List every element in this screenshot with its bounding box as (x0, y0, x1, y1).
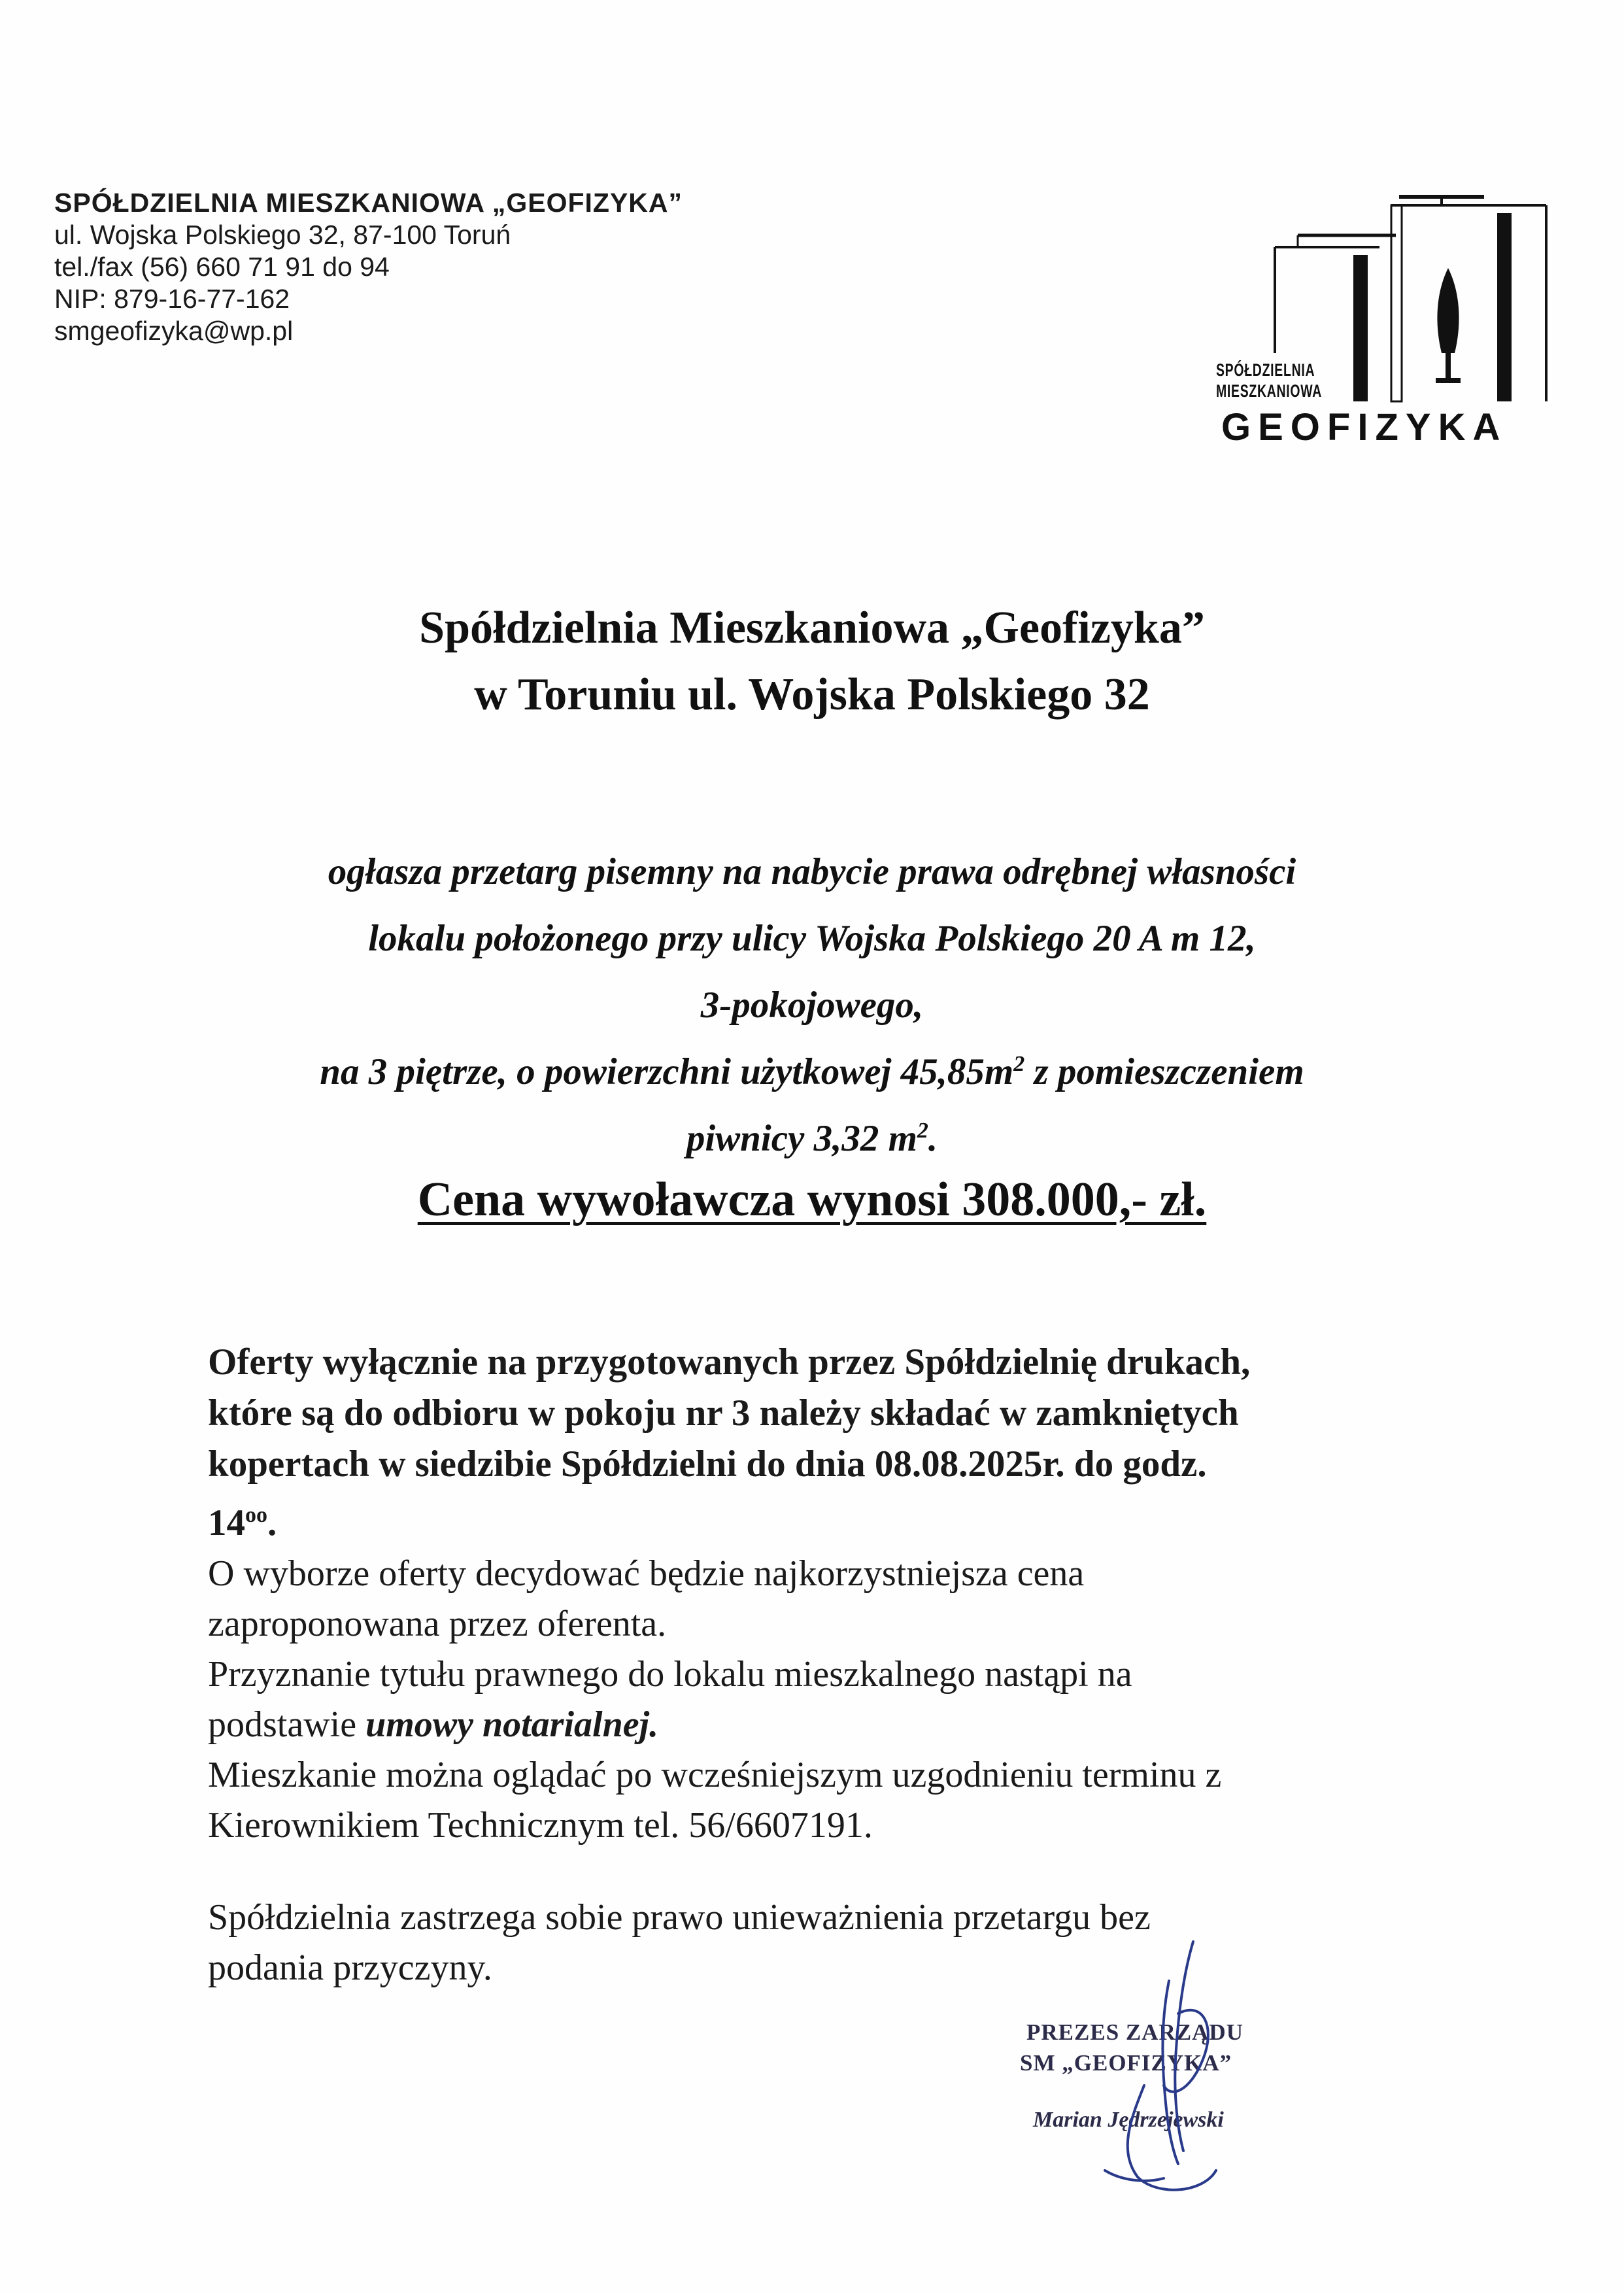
stamp-line2: SM „GEOFIZYKA” (1020, 2050, 1232, 2076)
offers-hour-sup: oo (245, 1503, 267, 1527)
announcement-line5-sup: 2 (917, 1119, 928, 1143)
announcement-line3: 3-pokojowego, (700, 985, 924, 1026)
letterhead-address: ul. Wojska Polskiego 32, 87-100 Toruń (54, 220, 511, 250)
announcement-line4-sup: 2 (1013, 1052, 1025, 1076)
logo-subtitle (1216, 360, 1322, 401)
announcement-line5-text: piwnicy 3,32 m (686, 1118, 917, 1159)
reservation-line2: podania przyczyny. (208, 1948, 492, 1988)
letterhead-org: SPÓŁDZIELNIA MIESZKANIOWA „GEOFIZYKA” (54, 188, 683, 218)
stamp-name: Marian Jędrzejewski (1033, 2108, 1224, 2132)
starting-price-text: Cena wywoławcza wynosi 308.000,- zł. (417, 1173, 1207, 1226)
logo-name: GEOFIZYKA (1221, 406, 1508, 448)
announcement-line5-end: . (928, 1118, 938, 1159)
announcement-line5 (0, 1105, 1624, 1172)
handwritten-signature (1007, 1935, 1281, 2210)
letterhead-nip: NIP: 879-16-77-162 (54, 284, 290, 314)
title-line1: Przyznanie tytułu prawnego do lokalu mieszkalnego nastąpi na (208, 1654, 1132, 1695)
letterhead-phone: tel./fax (56) 660 71 91 do 94 (54, 252, 390, 282)
choice-line1: O wyborze oferty decydować będzie najkorzystniejsza cena (208, 1553, 1085, 1594)
starting-price (0, 1170, 1624, 1229)
stamp-line1: PREZES ZARZĄDU (1026, 2019, 1243, 2045)
tender-conditions (208, 1337, 1450, 1851)
notarial-deed: umowy notarialnej. (365, 1704, 659, 1745)
logo-line1: SPÓŁDZIELNIA (1216, 360, 1315, 380)
choice-line2: zaproponowana przez oferenta. (208, 1604, 667, 1644)
tender-announcement (0, 839, 1624, 1172)
reservation-line1: Spółdzielnia zastrzega sobie prawo unieważnienia przetargu bez (208, 1897, 1151, 1938)
offers-paragraph (208, 1337, 1450, 1549)
logo-line2: MIESZKANIOWA (1216, 381, 1322, 401)
cooperative-logo (1216, 190, 1556, 451)
offers-line4 (208, 1490, 1450, 1549)
announcement-line1: ogłasza przetarg pisemny na nabycie prawa odrębnej własności (328, 851, 1296, 892)
announcement-line4 (0, 1039, 1624, 1105)
letterhead-email: smgeofizyka@wp.pl (54, 316, 294, 346)
offers-line2: które są do odbioru w pokoju nr 3 należy składać w zamkniętych (208, 1392, 1239, 1434)
announcement-line2: lokalu położonego przy ulicy Wojska Polskiego 20 A m 12, (368, 918, 1256, 959)
announcement-line4-text: na 3 piętrze, o powierzchni użytkowej 45,85m (320, 1051, 1014, 1092)
view-line2: Kierownikiem Technicznym tel. 56/6607191. (208, 1805, 873, 1846)
heading-line1: Spółdzielnia Mieszkaniowa „Geofizyka” (419, 603, 1205, 653)
offers-line3: kopertach w siedzibie Spółdzielni do dnia 08.08.2025r. do godz. (208, 1443, 1207, 1485)
title-line2-text: podstawie (208, 1704, 366, 1745)
letterhead (54, 187, 839, 347)
offers-hour-end: . (267, 1502, 277, 1543)
announcement-line4-end: z pomieszczeniem (1024, 1051, 1304, 1092)
notice-heading (0, 595, 1624, 728)
title-line2 (208, 1700, 1450, 1750)
heading-line2: w Toruniu ul. Wojska Polskiego 32 (474, 669, 1150, 720)
view-line1: Mieszkanie można oglądać po wcześniejszym uzgodnieniu terminu z (208, 1755, 1222, 1795)
offers-line1: Oferty wyłącznie na przygotowanych przez Spółdzielnię drukach, (208, 1341, 1251, 1383)
offers-hour: 14 (208, 1502, 245, 1543)
